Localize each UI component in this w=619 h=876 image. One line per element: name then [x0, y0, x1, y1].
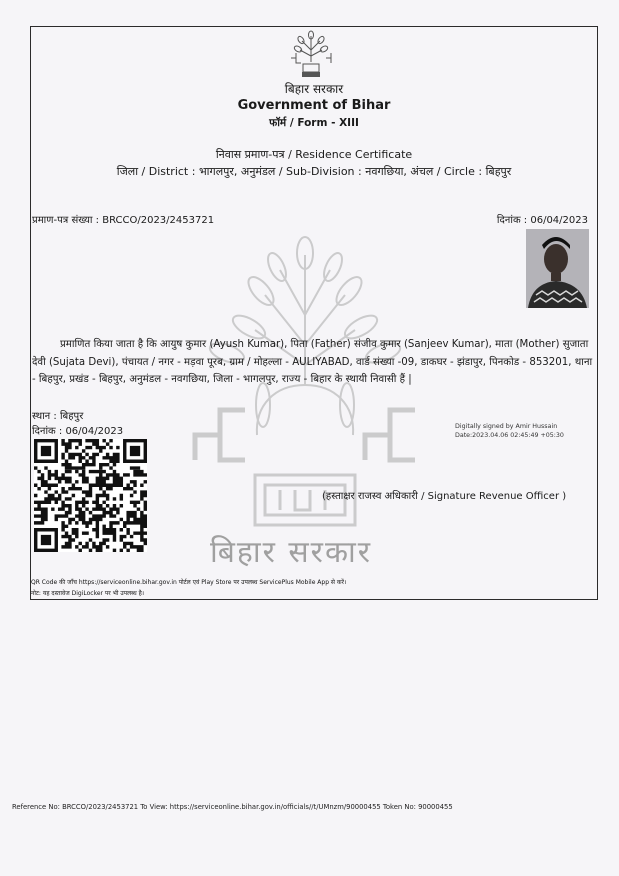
- english-government-title: Government of Bihar: [237, 98, 391, 113]
- digilocker-note: नोट: यह दस्तावेज DigiLocker पर भी उपलब्ध है।: [31, 590, 145, 597]
- applicant-photo: [526, 229, 589, 308]
- signature-revenue-officer: (हस्ताक्षर राजस्व अधिकारी / Signature Revenue Officer ): [322, 491, 567, 502]
- qr-verification-note: QR Code की जाँच https://serviceonline.bihar.gov.in पोर्टल एवं Play Store पर उपलब्ध ServicePlus Mobile App से करें।: [31, 579, 347, 586]
- digital-signature: [455, 422, 564, 440]
- bihar-emblem-icon: [288, 30, 334, 78]
- digital-signature-signer: Digitally signed by Amir Hussain: [455, 423, 558, 430]
- reference-footer: Reference No: BRCCO/2023/2453721 To View: https://serviceonline.bihar.gov.in/officials//t/UMnzm/90000455 Token No: 90000455: [12, 803, 453, 811]
- issue-place: स्थान : बिहपुर: [32, 411, 84, 422]
- certificate-body: प्रमाणित किया जाता है कि आयुष कुमार (Ayush Kumar), पिता (Father) संजीव कुमार (Sanjeev Kumar), माता (Mother) सुजाता देवी (Sujata Devi), पंचायत / नगर - मड़वा पूरब, ग्राम / मोहल्ला - AULIYABAD, वार्ड संख्या -09, डाकघर - झंडापुर, पिनकोड - 853201, थाना - बिहपुर, प्रखंड - बिहपुर, अनुमंडल - नवगछिया, जिला - भागलपुर, राज्य - बिहार के स्थायी निवासी हैं |: [32, 339, 593, 385]
- digital-signature-date: Date:2023.04.06 02:45:49 +05:30: [455, 432, 564, 439]
- form-number: फॉर्म / Form - XIII: [269, 117, 359, 129]
- bihar-emblem-watermark: [185, 235, 425, 575]
- issue-date: दिनांक : 06/04/2023: [32, 426, 124, 437]
- qr-code-modules: [34, 439, 147, 552]
- qr-code[interactable]: [34, 439, 147, 552]
- district-subdivision-circle: जिला / District : भागलपुर, अनुमंडल / Sub-Division : नवगछिया, अंचल / Circle : बिहपुर: [116, 165, 512, 178]
- certificate-date: दिनांक : 06/04/2023: [496, 215, 588, 226]
- certificate-number: प्रमाण-पत्र संख्या : BRCCO/2023/2453721: [32, 215, 215, 226]
- certificate-title: निवास प्रमाण-पत्र / Residence Certificate: [215, 148, 413, 161]
- person-photo-icon: [526, 229, 589, 308]
- hindi-government-title: बिहार सरकार: [284, 82, 344, 96]
- watermark-text: बिहार सरकार: [210, 535, 373, 570]
